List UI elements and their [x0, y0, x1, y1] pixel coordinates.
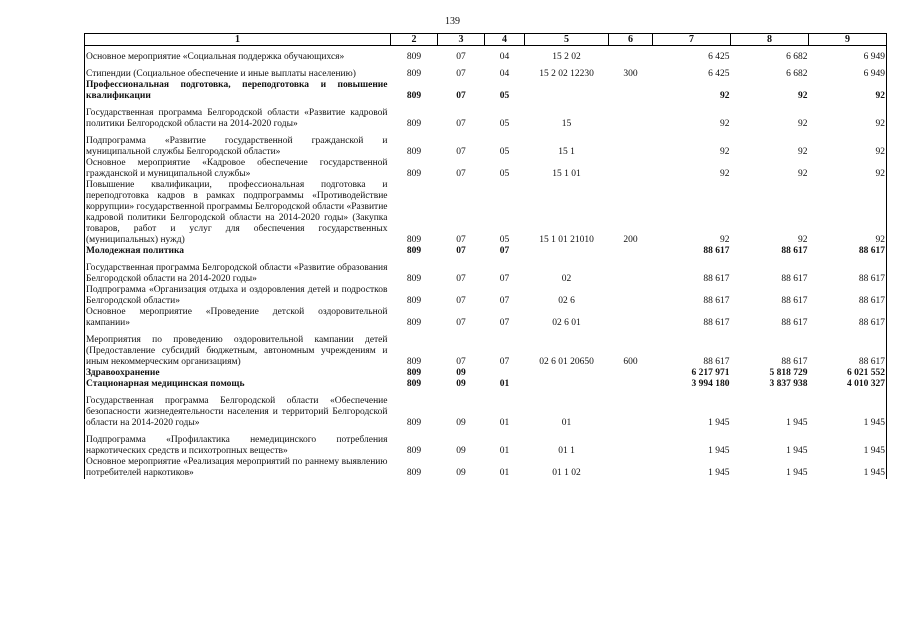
section-code-cell: 07 [456, 91, 466, 101]
ministry-code-cell: 809 [406, 274, 422, 284]
section-code-cell: 07 [456, 52, 466, 62]
amount-col7-cell: 88 617 [703, 296, 730, 306]
target-article-cell: 15 2 02 [552, 52, 581, 62]
amount-col8-cell: 5 818 729 [769, 368, 808, 378]
section-code-cell: 09 [456, 446, 466, 456]
item-name-cell: Государственная программа Белгородской области «Развитие кадровой политики Белгородской области на 2014-2020 годы» [85, 108, 391, 130]
amount-col9-cell: 6 949 [809, 69, 887, 80]
subsection-code-cell: 05 [499, 169, 510, 179]
amount-col7-cell: 1 945 [708, 418, 730, 428]
target-article-cell: 02 [561, 274, 572, 284]
ministry-code-cell: 809 [406, 296, 422, 306]
table-row [85, 379, 887, 390]
expense-type-cell [609, 52, 653, 63]
ministry-code-cell: 809 [406, 468, 422, 478]
amount-col7-cell: 92 [720, 91, 730, 101]
subsection-code-cell: 01 [499, 379, 510, 389]
section-code-cell: 07 [456, 147, 466, 157]
ministry-code-cell: 809 [406, 357, 422, 367]
column-number-header: 5 [525, 34, 609, 46]
table-row [85, 180, 887, 246]
amount-col7-cell: 92 [720, 235, 730, 245]
amount-col9-cell: 1 945 [809, 435, 887, 457]
ministry-code-cell: 809 [406, 235, 422, 245]
amount-col7-cell: 1 945 [708, 446, 730, 456]
amount-col9-cell: 88 617 [809, 285, 887, 307]
amount-col7-cell: 88 617 [703, 318, 730, 328]
section-code-cell: 09 [456, 368, 466, 378]
item-name-cell: Молодежная политика [85, 246, 391, 257]
section-code-cell: 07 [456, 69, 466, 79]
target-article-cell: 15 1 01 [552, 169, 581, 179]
subsection-code-cell: 01 [499, 446, 510, 456]
column-number-header: 6 [609, 34, 653, 46]
amount-col9-cell: 92 [809, 158, 887, 180]
ministry-code-cell: 809 [406, 446, 422, 456]
table-row [85, 396, 887, 429]
item-name-cell: Стипендии (Социальное обеспечение и иные выплаты населению) [85, 69, 391, 80]
section-code-cell: 07 [456, 357, 466, 367]
item-name-cell: Подпрограмма «Развитие государственной гражданской и муниципальной службы Белгородской области» [85, 136, 391, 158]
amount-col8-cell: 6 682 [786, 52, 808, 62]
table-row [85, 335, 887, 368]
amount-col9-cell: 6 949 [809, 52, 887, 63]
table-row [85, 307, 887, 329]
amount-col8-cell: 88 617 [781, 246, 808, 256]
section-code-cell: 09 [456, 379, 466, 389]
item-name-cell: Профессиональная подготовка, переподготовка и повышение квалификации [85, 80, 391, 102]
amount-col9-cell: 1 945 [809, 457, 887, 479]
amount-col8-cell: 88 617 [781, 296, 808, 306]
table-body [85, 46, 887, 480]
amount-col7-cell: 88 617 [703, 246, 730, 256]
table-row [85, 263, 887, 285]
expense-type-cell [609, 379, 653, 390]
subsection-code-cell: 07 [499, 274, 510, 284]
ministry-code-cell: 809 [406, 119, 422, 129]
target-article-cell: 02 6 01 [552, 318, 581, 328]
amount-col9-cell: 88 617 [809, 263, 887, 285]
table-row [85, 435, 887, 457]
amount-col9-cell: 88 617 [809, 307, 887, 329]
section-code-cell: 07 [456, 246, 466, 256]
amount-col8-cell: 1 945 [786, 446, 808, 456]
expense-type-cell [609, 307, 653, 329]
ministry-code-cell: 809 [406, 318, 422, 328]
table-row [85, 368, 887, 379]
subsection-code-cell: 07 [499, 318, 510, 328]
subsection-code-cell: 07 [499, 296, 510, 306]
expense-type-cell [609, 396, 653, 429]
target-article-cell: 15 1 [558, 147, 575, 157]
column-number-header: 9 [809, 34, 887, 46]
item-name-cell: Основное мероприятие «Проведение детской оздоровительной кампании» [85, 307, 391, 329]
ministry-code-cell: 809 [406, 52, 422, 62]
column-number-header: 8 [731, 34, 809, 46]
subsection-code-cell: 01 [499, 418, 510, 428]
expense-type-cell [609, 435, 653, 457]
subsection-code-cell: 05 [499, 147, 510, 157]
budget-table [84, 33, 887, 479]
amount-col8-cell: 3 837 938 [769, 379, 808, 389]
amount-col7-cell: 3 994 180 [691, 379, 730, 389]
expense-type-cell [609, 263, 653, 285]
item-name-cell: Основное мероприятие «Социальная поддержка обучающихся» [85, 52, 391, 63]
target-article-cell: 01 1 02 [552, 468, 581, 478]
expense-type-cell [609, 108, 653, 130]
target-article-cell [525, 246, 609, 257]
column-number-header: 2 [391, 34, 438, 46]
subsection-code-cell: 07 [499, 246, 510, 256]
ministry-code-cell: 809 [406, 246, 422, 256]
amount-col7-cell: 1 945 [708, 468, 730, 478]
section-code-cell: 09 [456, 418, 466, 428]
target-article-cell: 15 2 02 12230 [539, 69, 594, 79]
table-row [85, 158, 887, 180]
subsection-code-cell [485, 368, 525, 379]
amount-col7-cell: 88 617 [703, 274, 730, 284]
table-row [85, 136, 887, 158]
amount-col8-cell: 6 682 [786, 69, 808, 79]
subsection-code-cell: 05 [499, 91, 510, 101]
section-code-cell: 07 [456, 274, 466, 284]
item-name-cell: Государственная программа Белгородской области «Развитие образования Белгородской области на 2014-2020 годы» [85, 263, 391, 285]
table-row [85, 52, 887, 63]
expense-type-cell [609, 457, 653, 479]
table-row [85, 457, 887, 479]
amount-col8-cell: 92 [798, 147, 808, 157]
item-name-cell: Основное мероприятие «Реализация мероприятий по раннему выявлению потребителей наркотиков» [85, 457, 391, 479]
amount-col8-cell: 92 [798, 169, 808, 179]
amount-col8-cell: 92 [798, 91, 808, 101]
amount-col9-cell: 92 [809, 180, 887, 246]
amount-col9-cell: 92 [809, 80, 887, 102]
table-row [85, 246, 887, 257]
target-article-cell [525, 379, 609, 390]
amount-col9-cell: 1 945 [809, 396, 887, 429]
table-row [85, 285, 887, 307]
target-article-cell: 02 6 [558, 296, 575, 306]
column-number-header: 3 [438, 34, 485, 46]
item-name-cell: Мероприятия по проведению оздоровительной кампании детей (Предоставление субсидий бюджетным, автономным учреждениям и иным некоммерческим организациям) [85, 335, 391, 368]
item-name-cell: Повышение квалификации, профессиональная подготовка и переподготовка кадров в рамках подпрограммы «Противодействие коррупции» государственной программы Белгородской области «Развитие кадровой политики Белгородской области на 2014-2020 годы» (Закупка товаров, работ и услуг для обеспечения государственных (муниципальных) нужд) [85, 180, 391, 246]
table-row [85, 69, 887, 80]
section-code-cell: 09 [456, 468, 466, 478]
subsection-code-cell: 05 [499, 119, 510, 129]
subsection-code-cell: 04 [499, 69, 510, 79]
amount-col7-cell: 92 [720, 119, 730, 129]
section-code-cell: 07 [456, 296, 466, 306]
ministry-code-cell: 809 [406, 379, 422, 389]
target-article-cell: 15 [561, 119, 572, 129]
column-number-header: 7 [653, 34, 731, 46]
subsection-code-cell: 07 [499, 357, 510, 367]
amount-col7-cell: 6 425 [708, 52, 730, 62]
item-name-cell: Здравоохранение [85, 368, 391, 379]
column-number-header: 1 [85, 34, 391, 46]
amount-col8-cell: 88 617 [781, 357, 808, 367]
expense-type-cell [609, 246, 653, 257]
ministry-code-cell: 809 [406, 69, 422, 79]
amount-col9-cell: 4 010 327 [809, 379, 887, 390]
amount-col9-cell: 88 617 [809, 335, 887, 368]
item-name-cell: Государственная программа Белгородской области «Обеспечение безопасности жизнедеятельности населения и территорий Белгородской области на 2014-2020 годы» [85, 396, 391, 429]
target-article-cell [525, 368, 609, 379]
item-name-cell: Стационарная медицинская помощь [85, 379, 391, 390]
subsection-code-cell: 01 [499, 468, 510, 478]
amount-col7-cell: 92 [720, 147, 730, 157]
ministry-code-cell: 809 [406, 147, 422, 157]
amount-col7-cell: 6 217 971 [691, 368, 730, 378]
target-article-cell: 01 [561, 418, 572, 428]
section-code-cell: 07 [456, 169, 466, 179]
target-article-cell: 15 1 01 21010 [539, 235, 594, 245]
subsection-code-cell: 05 [499, 235, 510, 245]
target-article-cell [525, 80, 609, 102]
expense-type-cell: 200 [623, 235, 638, 245]
subsection-code-cell: 04 [499, 52, 510, 62]
amount-col8-cell: 88 617 [781, 274, 808, 284]
target-article-cell: 02 6 01 20650 [539, 357, 594, 367]
amount-col7-cell: 88 617 [703, 357, 730, 367]
amount-col7-cell: 92 [720, 169, 730, 179]
expense-type-cell [609, 158, 653, 180]
amount-col8-cell: 92 [798, 235, 808, 245]
amount-col8-cell: 92 [798, 119, 808, 129]
expense-type-cell [609, 80, 653, 102]
amount-col9-cell: 92 [809, 136, 887, 158]
section-code-cell: 07 [456, 235, 466, 245]
section-code-cell: 07 [456, 318, 466, 328]
amount-col8-cell: 1 945 [786, 468, 808, 478]
ministry-code-cell: 809 [406, 368, 422, 378]
section-code-cell: 07 [456, 119, 466, 129]
item-name-cell: Подпрограмма «Организация отдыха и оздоровления детей и подростков Белгородской области» [85, 285, 391, 307]
expense-type-cell: 600 [623, 357, 638, 367]
page-number: 139 [445, 16, 460, 27]
amount-col9-cell: 88 617 [809, 246, 887, 257]
expense-type-cell [609, 136, 653, 158]
table-row [85, 80, 887, 102]
amount-col9-cell: 92 [809, 108, 887, 130]
amount-col8-cell: 88 617 [781, 318, 808, 328]
item-name-cell: Основное мероприятие «Кадровое обеспечение государственной гражданской и муниципальной службы» [85, 158, 391, 180]
ministry-code-cell: 809 [406, 91, 422, 101]
table-row [85, 108, 887, 130]
target-article-cell: 01 1 [558, 446, 575, 456]
ministry-code-cell: 809 [406, 418, 422, 428]
column-number-header: 4 [485, 34, 525, 46]
expense-type-cell: 300 [623, 69, 638, 79]
column-number-header-row [85, 34, 887, 46]
amount-col9-cell: 6 021 552 [809, 368, 887, 379]
ministry-code-cell: 809 [406, 169, 422, 179]
item-name-cell: Подпрограмма «Профилактика немедицинского потребления наркотических средств и психотропных веществ» [85, 435, 391, 457]
amount-col8-cell: 1 945 [786, 418, 808, 428]
expense-type-cell [609, 285, 653, 307]
amount-col7-cell: 6 425 [708, 69, 730, 79]
expense-type-cell [609, 368, 653, 379]
